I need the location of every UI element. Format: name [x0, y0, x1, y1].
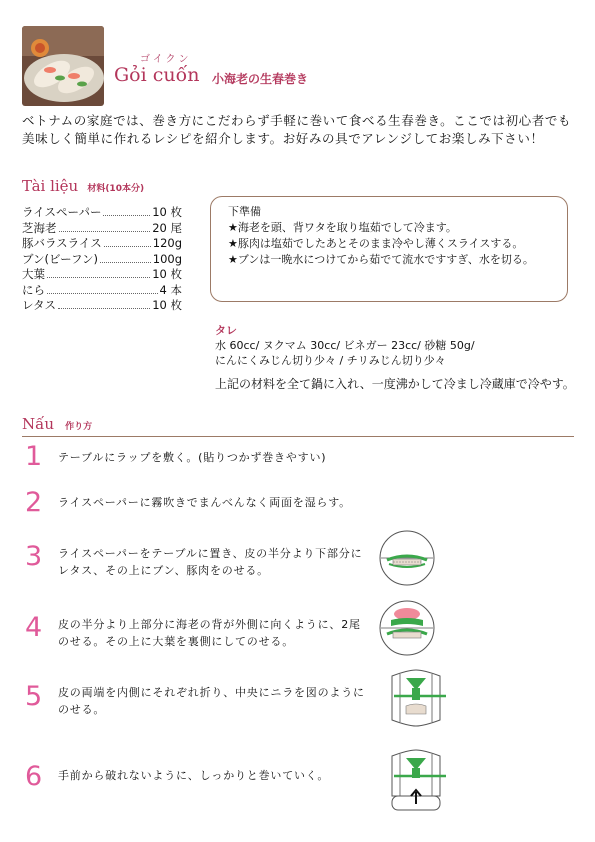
- spring-roll-photo: [22, 26, 104, 106]
- ingredient-item: [22, 221, 182, 237]
- ingredient-qty: 100g: [152, 251, 182, 266]
- ingredient-name: にら: [22, 282, 45, 297]
- step-text: 皮の両端を内側にそれぞれ折り、中央にニラを図のようにのせる。: [58, 686, 365, 716]
- ingredient-qty: 20 尾: [152, 220, 182, 235]
- step5-diagram: [386, 668, 446, 728]
- ingredient-item: [22, 298, 182, 314]
- ingredient-item: [22, 236, 182, 252]
- ingredient-qty: 10 枚: [152, 267, 182, 281]
- step-text: テーブルにラップを敷く。(貼りつかず巻きやすい): [58, 451, 327, 464]
- step-text: 手前から破れないように、しっかりと巻いていく。: [58, 769, 330, 782]
- intro-text: ベトナムの家庭では、巻き方にこだわらず手軽に巻いて食べる生春巻き。ここでは初心者でも美味しく簡単に作れるレシピを紹介します。お好みの具でアレンジしてお楽しみ下さい！: [22, 113, 572, 146]
- ingredient-list: [22, 205, 182, 314]
- step3-diagram: [379, 530, 435, 586]
- cooking-subheading: 作り方: [65, 422, 93, 432]
- ingredient-name: レタス: [22, 298, 57, 312]
- ingredient-name: ライスペーパー: [22, 205, 102, 219]
- step-number: 1: [25, 441, 43, 472]
- sauce-line: 水 60cc/ ヌクマム 30cc/ ビネガー 23cc/ 砂糖 50g/: [215, 339, 475, 352]
- section-divider: [22, 436, 574, 437]
- title-ruby: ゴイクン: [140, 54, 192, 65]
- prep-heading: 下準備: [228, 205, 261, 218]
- prep-line: ★海老を頭、背ワタを取り塩茹でして冷ます。: [228, 221, 457, 234]
- ingredient-name: ブン(ビーフン): [22, 251, 99, 266]
- cooking-heading-group: [22, 414, 92, 433]
- ingredient-name: 豚バラスライス: [22, 236, 102, 250]
- ingredient-qty: 10 枚: [152, 298, 182, 312]
- ingredient-item: [22, 267, 182, 283]
- step-number: 4: [25, 612, 43, 643]
- ingredient-name: 大葉: [22, 267, 45, 281]
- prep-line: ★ブンは一晩水につけてから茹でて流水ですすぎ、水を切る。: [228, 253, 534, 266]
- step-number: 3: [25, 541, 43, 572]
- sauce-ingredients: [215, 338, 575, 368]
- step-number: 6: [25, 761, 43, 792]
- step-text: 皮の半分より上部分に海老の背が外側に向くように、2尾のせる。その上に大葉を裏側にしてのせる。: [58, 618, 361, 648]
- ingredient-name: 芝海老: [22, 220, 57, 235]
- ingredients-heading-group: [22, 176, 144, 195]
- sauce-note: 上記の材料を全て鍋に入れ、一度沸かして冷まし冷蔵庫で冷やす。: [215, 377, 575, 391]
- recipe-title: Gỏi cuốn: [114, 64, 200, 86]
- cooking-heading: Nấu: [22, 415, 54, 433]
- recipe-subtitle: 小海老の生春巻き: [212, 72, 309, 86]
- ingredients-subheading: 材料(10本分): [87, 184, 145, 194]
- ingredients-heading: Tài liệu: [22, 177, 79, 195]
- ingredient-item: [22, 205, 182, 221]
- prep-line: ★豚肉は塩茹でしたあとそのまま冷やし薄くスライスする。: [228, 237, 524, 250]
- ingredient-item: [22, 252, 182, 268]
- ingredient-item: [22, 283, 182, 299]
- step-text: ライスペーパーに霧吹きでまんべんなく両面を湿らす。: [58, 496, 351, 509]
- step4-diagram: [379, 600, 435, 656]
- step-text: ライスペーパーをテーブルに置き、皮の半分より下部分にレタス、その上にブン、豚肉をのせる。: [58, 547, 363, 577]
- sauce-line: にんにくみじん切り少々 / チリみじん切り少々: [215, 354, 446, 367]
- ingredient-qty: 120g: [152, 236, 182, 250]
- step6-diagram: [386, 748, 446, 816]
- ingredient-qty: 4 本: [159, 282, 182, 297]
- step-number: 2: [25, 487, 43, 518]
- step-number: 5: [25, 681, 43, 712]
- ingredient-qty: 10 枚: [152, 205, 182, 219]
- sauce-heading: タレ: [215, 324, 237, 337]
- prep-notes: [228, 204, 558, 268]
